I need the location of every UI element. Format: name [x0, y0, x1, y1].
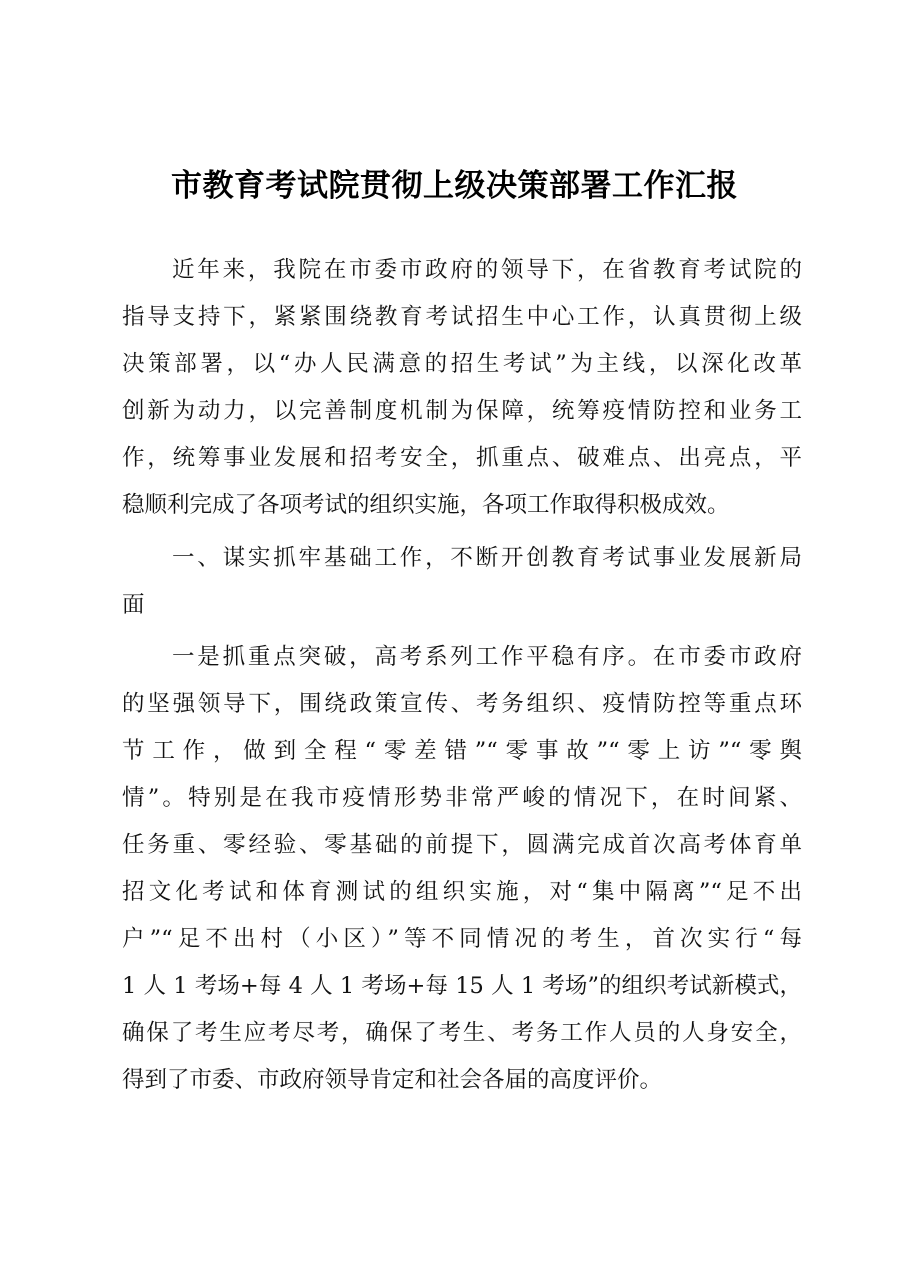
paragraph-3-line-5: 任务重、零经验、零基础的前提下，圆满完成首次高考体育单: [122, 832, 802, 858]
paragraph-1-line-5: 作，统筹事业发展和招考安全，抓重点、破难点、出亮点，平: [122, 445, 802, 471]
paragraph-3-line-3: 节工作，做到全程“零差错”“零事故”“零上访”“零舆: [122, 738, 802, 764]
document-title: 市教育考试院贯彻上级决策部署工作汇报: [171, 168, 738, 204]
paragraph-3-line-9: 确保了考生应考尽考，确保了考生、考务工作人员的人身安全，: [122, 1020, 802, 1046]
paragraph-1-line-4: 创新为动力，以完善制度机制为保障，统筹疫情防控和业务工: [122, 398, 802, 424]
paragraph-3-line-2: 的坚强领导下，围绕政策宣传、考务组织、疫情防控等重点环: [122, 691, 802, 717]
paragraph-3-line-6: 招文化考试和体育测试的组织实施，对“集中隔离”“足不出: [122, 879, 802, 905]
paragraph-1-line-3: 决策部署，以“办人民满意的招生考试”为主线，以深化改革: [122, 351, 802, 377]
paragraph-3-line-7: 户”“足不出村（小区）”等不同情况的考生，首次实行“每: [122, 926, 802, 952]
paragraph-1-line-2: 指导支持下，紧紧围绕教育考试招生中心工作，认真贯彻上级: [122, 304, 802, 330]
paragraph-1-line-6: 稳顺利完成了各项考试的组织实施，各项工作取得积极成效。: [122, 492, 730, 518]
section-heading-line-2: 面: [122, 592, 145, 618]
paragraph-3-line-1: 一是抓重点突破，高考系列工作平稳有序。在市委市政府: [172, 644, 802, 670]
paragraph-1-line-1: 近年来，我院在市委市政府的领导下，在省教育考试院的: [172, 257, 802, 283]
paragraph-3-line-10: 得到了市委、市政府领导肯定和社会各届的高度评价。: [122, 1067, 663, 1093]
paragraph-3-line-8: 1 人 1 考场+每 4 人 1 考场+每 15 人 1 考场”的组织考试新模式，: [122, 973, 802, 999]
section-heading-line-1: 一、谋实抓牢基础工作，不断开创教育考试事业发展新局: [172, 545, 802, 571]
paragraph-3-line-4: 情”。特别是在我市疫情形势非常严峻的情况下，在时间紧、: [122, 785, 802, 811]
